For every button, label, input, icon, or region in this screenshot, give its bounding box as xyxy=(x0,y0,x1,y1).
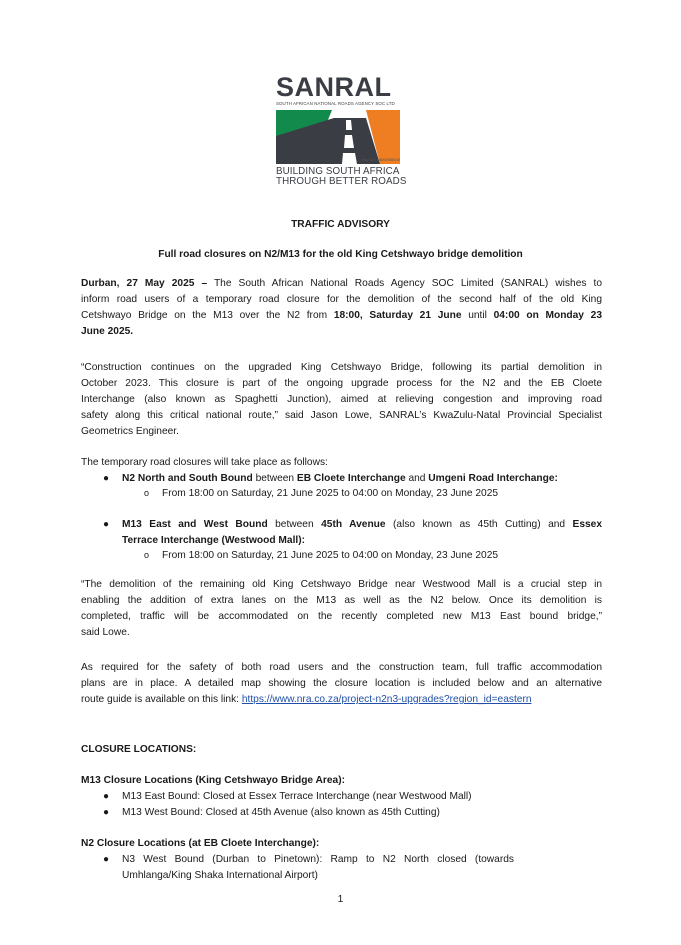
bullet-icon: ● xyxy=(103,473,110,484)
closure-item-1: N2 North and South Bound between EB Cloete Interchange and Umgeni Road Interchange: xyxy=(122,473,558,484)
quote-paragraph-2: “The demolition of the remaining old King Cetshwayo Bridge near Westwood Mall is a crucial step in enabling the addition of extra lanes on the M13 as well as the N2 below. Once its demolition is completed, traffic will be accommodated on the recently completed new M13 East bound bridge,” said Lowe. xyxy=(81,579,602,638)
safety-paragraph: As required for the safety of both road users and the construction team, full traffic accommodation plans are in place. A detailed map showing the closure location is included below and an alternative route guide is available on this link: https://www.nra.co.za/project-n2n3-upgrades?region_id=eastern xyxy=(81,662,602,705)
logo-subtitle: SOUTH AFRICAN NATIONAL ROADS AGENCY SOC LTD xyxy=(276,101,395,106)
advisory-heading: TRAFFIC ADVISORY xyxy=(291,219,390,230)
bullet-icon: ● xyxy=(103,807,110,818)
intro-paragraph: Durban, 27 May 2025 – The South African National Roads Agency SOC Limited (SANRAL) wishes to inform road users of a temporary road closure for the demolition of the second half of the old King Cetshwayo Bridge on the M13 over the N2 from 18:00, Saturday 21 June until 04:00 on Monday 23 June 2025. xyxy=(81,278,602,337)
logo-tagline-2: THROUGH BETTER ROADS xyxy=(276,176,407,187)
logo-wordmark: SANRAL xyxy=(276,72,392,102)
circle-bullet-icon: o xyxy=(144,488,150,498)
closures-intro: The temporary road closures will take place as follows: xyxy=(81,457,328,468)
closure-item-1-time: From 18:00 on Saturday, 21 June 2025 to 04:00 on Monday, 23 June 2025 xyxy=(162,488,499,499)
m13-locations-heading: M13 Closure Locations (King Cetshwayo Bridge Area): xyxy=(81,775,345,786)
n2-locations-heading: N2 Closure Locations (at EB Cloete Interchange): xyxy=(81,838,320,849)
closure-item-2: M13 East and West Bound between 45th Avenue (also known as 45th Cutting) and Essex Terrace Interchange (Westwood Mall): xyxy=(122,519,602,546)
bullet-icon: ● xyxy=(103,854,110,865)
page-number: 1 xyxy=(337,894,344,905)
closure-item-2-time: From 18:00 on Saturday, 21 June 2025 to 04:00 on Monday, 23 June 2025 xyxy=(162,550,499,561)
quote-paragraph-1: “Construction continues on the upgraded King Cetshwayo Bridge, following its partial demolition in October 2023. This closure is part of the ongoing upgrade process for the N2 and the EB Cloete Interchange (also known as Spaghetti Junction), aimed at relieving congestion and improving road safety along this critical national route,” said Jason Lowe, SANRAL’s KwaZulu-Natal Provincial Specialist Geometrics Engineer. xyxy=(81,362,602,437)
logo-tagline-1: BUILDING SOUTH AFRICA xyxy=(276,166,400,177)
bullet-icon: ● xyxy=(103,791,110,802)
road-emblem-icon xyxy=(276,110,400,164)
route-guide-link[interactable]: https://www.nra.co.za/project-n2n3-upgrades?region_id=eastern xyxy=(241,694,532,705)
m13-location-item: M13 West Bound: Closed at 45th Avenue (also known as 45th Cutting) xyxy=(122,807,440,818)
sanral-logo xyxy=(276,72,407,187)
n2-location-item: N3 West Bound (Durban to Pinetown): Ramp to N2 North closed (towards Umhlanga/King Shaka International Airport) xyxy=(122,854,514,881)
advisory-subheading: Full road closures on N2/M13 for the old King Cetshwayo bridge demolition xyxy=(158,249,523,260)
circle-bullet-icon: o xyxy=(144,550,150,560)
bullet-icon: ● xyxy=(103,519,110,530)
logo-registration: Reg No 1998/009584/30 xyxy=(361,158,400,162)
locations-heading: CLOSURE LOCATIONS: xyxy=(81,744,197,755)
m13-location-item: M13 East Bound: Closed at Essex Terrace Interchange (near Westwood Mall) xyxy=(122,791,472,802)
